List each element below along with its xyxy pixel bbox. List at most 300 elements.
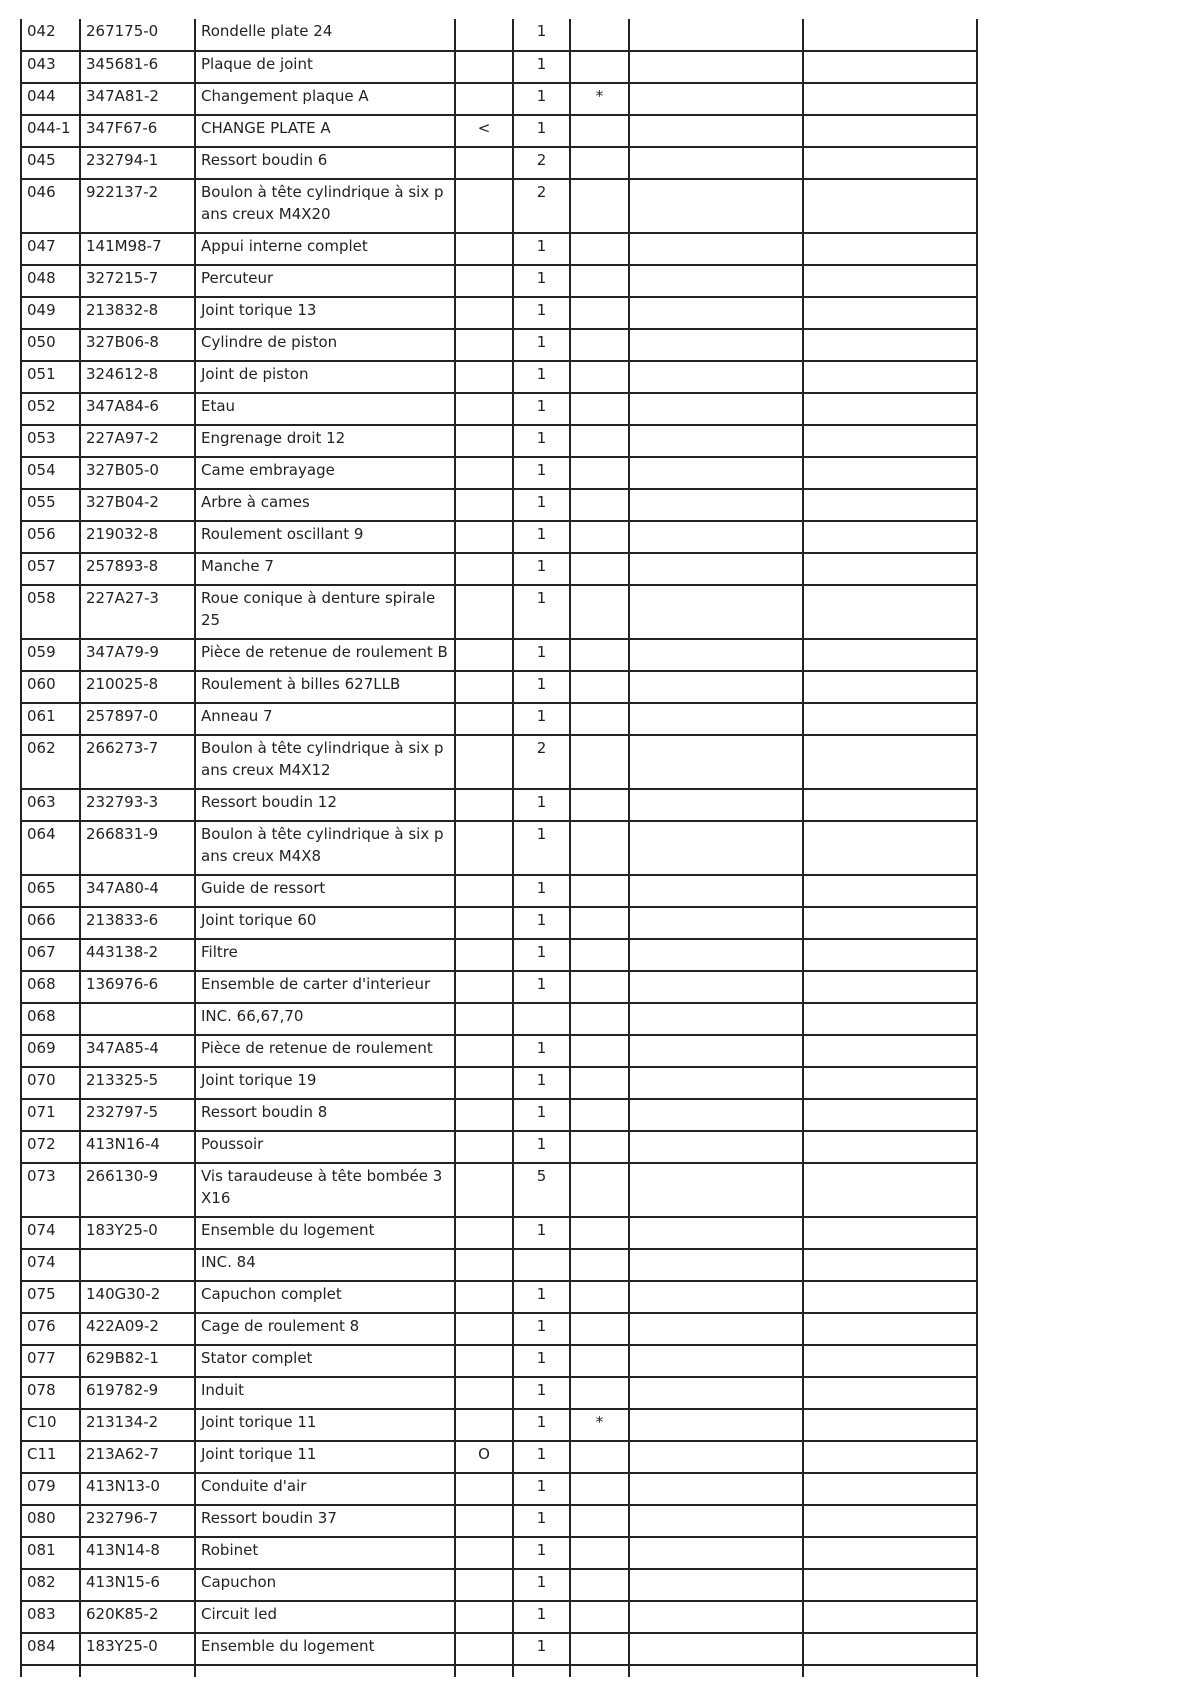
description-cell: Cage de roulement 8 <box>195 1313 455 1345</box>
star-mark-cell <box>570 1163 629 1217</box>
blank-cell <box>803 489 977 521</box>
part-number-cell: 213325-5 <box>80 1067 195 1099</box>
blank-cell <box>629 1409 803 1441</box>
part-number-cell: 213134-2 <box>80 1409 195 1441</box>
part-number-cell: 232794-1 <box>80 147 195 179</box>
item-number-cell: 066 <box>21 907 80 939</box>
table-row <box>21 457 977 489</box>
star-mark-cell <box>570 457 629 489</box>
quantity-cell: 1 <box>513 393 570 425</box>
part-number-cell <box>80 1003 195 1035</box>
quantity-cell: 1 <box>513 639 570 671</box>
quantity-cell: 1 <box>513 1505 570 1537</box>
description-cell: Ressort boudin 12 <box>195 789 455 821</box>
description-cell: Ensemble du logement <box>195 1217 455 1249</box>
item-number-cell: 072 <box>21 1131 80 1163</box>
table-row <box>21 1633 977 1665</box>
quantity-cell: 1 <box>513 1409 570 1441</box>
part-number-cell: 219032-8 <box>80 521 195 553</box>
part-number-cell: 257897-0 <box>80 703 195 735</box>
description-cell: Joint torique 13 <box>195 297 455 329</box>
description-cell: Etau <box>195 393 455 425</box>
quantity-cell: 1 <box>513 1217 570 1249</box>
blank-cell <box>629 789 803 821</box>
blank-cell <box>21 1665 80 1677</box>
quantity-cell: 1 <box>513 1035 570 1067</box>
quantity-cell: 1 <box>513 1473 570 1505</box>
description-cell: Plaque de joint <box>195 51 455 83</box>
blank-cell <box>803 361 977 393</box>
description-cell: Guide de ressort <box>195 875 455 907</box>
part-number-cell: 232797-5 <box>80 1099 195 1131</box>
item-number-cell: 069 <box>21 1035 80 1067</box>
description-cell: Filtre <box>195 939 455 971</box>
blank-cell <box>803 1409 977 1441</box>
blank-cell <box>803 1163 977 1217</box>
blank-cell <box>803 1537 977 1569</box>
part-number-cell: 347F67-6 <box>80 115 195 147</box>
blank-cell <box>803 1067 977 1099</box>
star-mark-cell <box>570 19 629 51</box>
item-number-cell: 053 <box>21 425 80 457</box>
note-mark-cell <box>455 907 513 939</box>
quantity-cell: 1 <box>513 703 570 735</box>
item-number-cell: 059 <box>21 639 80 671</box>
part-number-cell: 345681-6 <box>80 51 195 83</box>
star-mark-cell <box>570 51 629 83</box>
star-mark-cell <box>570 521 629 553</box>
blank-cell <box>803 1217 977 1249</box>
quantity-cell: 1 <box>513 297 570 329</box>
item-number-cell: 061 <box>21 703 80 735</box>
quantity-cell: 1 <box>513 907 570 939</box>
blank-cell <box>629 115 803 147</box>
table-row <box>21 425 977 457</box>
description-cell: Arbre à cames <box>195 489 455 521</box>
description-cell: INC. 66,67,70 <box>195 1003 455 1035</box>
note-mark-cell <box>455 1131 513 1163</box>
blank-cell <box>629 1473 803 1505</box>
part-number-cell: 266831-9 <box>80 821 195 875</box>
table-row <box>21 1067 977 1099</box>
star-mark-cell <box>570 1249 629 1281</box>
table-row <box>21 639 977 671</box>
star-mark-cell <box>570 425 629 457</box>
table-row <box>21 1035 977 1067</box>
star-mark-cell <box>570 875 629 907</box>
blank-cell <box>803 703 977 735</box>
description-cell: Changement plaque A <box>195 83 455 115</box>
blank-cell <box>803 147 977 179</box>
part-number-cell <box>80 1249 195 1281</box>
note-mark-cell <box>455 1377 513 1409</box>
description-cell: Cylindre de piston <box>195 329 455 361</box>
item-number-cell: 058 <box>21 585 80 639</box>
description-cell: Appui interne complet <box>195 233 455 265</box>
quantity-cell: 1 <box>513 939 570 971</box>
note-mark-cell <box>455 457 513 489</box>
item-number-cell: 078 <box>21 1377 80 1409</box>
item-number-cell: 062 <box>21 735 80 789</box>
blank-cell <box>803 1099 977 1131</box>
blank-cell <box>803 1569 977 1601</box>
blank-cell <box>629 179 803 233</box>
blank-cell <box>629 1537 803 1569</box>
description-cell: Ressort boudin 6 <box>195 147 455 179</box>
note-mark-cell <box>455 1345 513 1377</box>
star-mark-cell <box>570 489 629 521</box>
note-mark-cell <box>455 1313 513 1345</box>
quantity-cell <box>513 1003 570 1035</box>
table-row <box>21 265 977 297</box>
blank-cell <box>803 329 977 361</box>
note-mark-cell <box>455 1601 513 1633</box>
part-number-cell: 232793-3 <box>80 789 195 821</box>
quantity-cell: 1 <box>513 1313 570 1345</box>
blank-cell <box>803 553 977 585</box>
note-mark-cell <box>455 821 513 875</box>
note-mark-cell <box>455 147 513 179</box>
note-mark-cell <box>455 1473 513 1505</box>
table-row <box>21 393 977 425</box>
table-row <box>21 147 977 179</box>
part-number-cell: 347A79-9 <box>80 639 195 671</box>
note-mark-cell <box>455 1409 513 1441</box>
item-number-cell: 076 <box>21 1313 80 1345</box>
part-number-cell: 347A84-6 <box>80 393 195 425</box>
blank-cell <box>629 703 803 735</box>
quantity-cell: 1 <box>513 19 570 51</box>
quantity-cell: 1 <box>513 115 570 147</box>
note-mark-cell <box>455 1099 513 1131</box>
description-cell: Robinet <box>195 1537 455 1569</box>
star-mark-cell <box>570 703 629 735</box>
blank-cell <box>629 1569 803 1601</box>
star-mark-cell <box>570 553 629 585</box>
table-row <box>21 115 977 147</box>
part-number-cell: 619782-9 <box>80 1377 195 1409</box>
note-mark-cell <box>455 233 513 265</box>
table-row <box>21 821 977 875</box>
quantity-cell: 1 <box>513 233 570 265</box>
part-number-cell: 210025-8 <box>80 671 195 703</box>
blank-cell <box>629 1505 803 1537</box>
blank-cell <box>803 115 977 147</box>
note-mark-cell <box>455 361 513 393</box>
quantity-cell: 1 <box>513 1345 570 1377</box>
blank-cell <box>803 907 977 939</box>
part-number-cell: 257893-8 <box>80 553 195 585</box>
table-row <box>21 1281 977 1313</box>
item-number-cell: 081 <box>21 1537 80 1569</box>
blank-cell <box>803 1601 977 1633</box>
item-number-cell: 079 <box>21 1473 80 1505</box>
item-number-cell: 046 <box>21 179 80 233</box>
description-cell: Capuchon <box>195 1569 455 1601</box>
star-mark-cell <box>570 1099 629 1131</box>
part-number-cell: 422A09-2 <box>80 1313 195 1345</box>
description-cell: Ressort boudin 37 <box>195 1505 455 1537</box>
note-mark-cell <box>455 1003 513 1035</box>
description-cell: Poussoir <box>195 1131 455 1163</box>
item-number-cell: 074 <box>21 1217 80 1249</box>
table-row <box>21 789 977 821</box>
table-row <box>21 521 977 553</box>
note-mark-cell <box>455 265 513 297</box>
blank-cell <box>629 1131 803 1163</box>
note-mark-cell <box>455 393 513 425</box>
star-mark-cell <box>570 233 629 265</box>
item-number-cell: 047 <box>21 233 80 265</box>
description-cell: Joint torique 11 <box>195 1409 455 1441</box>
table-row <box>21 907 977 939</box>
star-mark-cell <box>570 971 629 1003</box>
quantity-cell: 1 <box>513 51 570 83</box>
blank-cell <box>629 297 803 329</box>
table-row <box>21 1345 977 1377</box>
star-mark-cell <box>570 1601 629 1633</box>
description-cell: Joint torique 19 <box>195 1067 455 1099</box>
note-mark-cell <box>455 329 513 361</box>
star-mark-cell <box>570 115 629 147</box>
item-number-cell: 051 <box>21 361 80 393</box>
note-mark-cell <box>455 1067 513 1099</box>
description-cell: Conduite d'air <box>195 1473 455 1505</box>
blank-cell <box>629 1377 803 1409</box>
note-mark-cell <box>455 83 513 115</box>
description-cell: Engrenage droit 12 <box>195 425 455 457</box>
item-number-cell: 082 <box>21 1569 80 1601</box>
blank-cell <box>803 393 977 425</box>
blank-cell <box>803 1249 977 1281</box>
star-mark-cell <box>570 1505 629 1537</box>
star-mark-cell <box>570 671 629 703</box>
part-number-cell: 140G30-2 <box>80 1281 195 1313</box>
table-row <box>21 83 977 115</box>
description-cell: Joint de piston <box>195 361 455 393</box>
quantity-cell: 1 <box>513 521 570 553</box>
quantity-cell: 1 <box>513 265 570 297</box>
quantity-cell: 1 <box>513 671 570 703</box>
quantity-cell: 1 <box>513 1633 570 1665</box>
blank-cell <box>803 639 977 671</box>
table-row <box>21 1441 977 1473</box>
part-number-cell: 327B04-2 <box>80 489 195 521</box>
blank-cell <box>803 425 977 457</box>
description-cell: Boulon à tête cylindrique à six pans creux M4X8 <box>195 821 455 875</box>
star-mark-cell <box>570 1633 629 1665</box>
item-number-cell: 063 <box>21 789 80 821</box>
part-number-cell: 324612-8 <box>80 361 195 393</box>
description-cell: Vis taraudeuse à tête bombée 3X16 <box>195 1163 455 1217</box>
blank-cell <box>803 971 977 1003</box>
description-cell: Circuit led <box>195 1601 455 1633</box>
table-row <box>21 1099 977 1131</box>
blank-cell <box>803 939 977 971</box>
blank-cell <box>629 265 803 297</box>
quantity-cell: 1 <box>513 1537 570 1569</box>
table-row-continuation <box>21 1665 977 1677</box>
blank-cell <box>803 51 977 83</box>
blank-cell <box>803 671 977 703</box>
blank-cell <box>629 19 803 51</box>
quantity-cell: 2 <box>513 147 570 179</box>
note-mark-cell <box>455 1249 513 1281</box>
description-cell: Joint torique 11 <box>195 1441 455 1473</box>
star-mark-cell <box>570 179 629 233</box>
blank-cell <box>629 521 803 553</box>
blank-cell <box>629 1035 803 1067</box>
part-number-cell: 327B05-0 <box>80 457 195 489</box>
note-mark-cell <box>455 735 513 789</box>
blank-cell <box>629 553 803 585</box>
quantity-cell: 1 <box>513 585 570 639</box>
blank-cell <box>803 1505 977 1537</box>
note-mark-cell <box>455 875 513 907</box>
table-row <box>21 329 977 361</box>
blank-cell <box>803 1345 977 1377</box>
table-row <box>21 51 977 83</box>
description-cell: Rondelle plate 24 <box>195 19 455 51</box>
blank-cell <box>629 1441 803 1473</box>
item-number-cell: 056 <box>21 521 80 553</box>
part-number-cell: 213832-8 <box>80 297 195 329</box>
part-number-cell: 413N16-4 <box>80 1131 195 1163</box>
quantity-cell: 1 <box>513 821 570 875</box>
star-mark-cell <box>570 1067 629 1099</box>
quantity-cell: 1 <box>513 1377 570 1409</box>
blank-cell <box>629 639 803 671</box>
star-mark-cell: * <box>570 1409 629 1441</box>
blank-cell <box>629 1665 803 1677</box>
note-mark-cell <box>455 971 513 1003</box>
blank-cell <box>455 1665 513 1677</box>
part-number-cell: 227A27-3 <box>80 585 195 639</box>
blank-cell <box>629 489 803 521</box>
note-mark-cell <box>455 939 513 971</box>
note-mark-cell <box>455 1569 513 1601</box>
note-mark-cell <box>455 179 513 233</box>
part-number-cell: 213833-6 <box>80 907 195 939</box>
blank-cell <box>629 907 803 939</box>
item-number-cell: 048 <box>21 265 80 297</box>
blank-cell <box>629 971 803 1003</box>
table-row <box>21 297 977 329</box>
item-number-cell: 043 <box>21 51 80 83</box>
blank-cell <box>629 1345 803 1377</box>
blank-cell <box>803 19 977 51</box>
note-mark-cell <box>455 671 513 703</box>
blank-cell <box>195 1665 455 1677</box>
blank-cell <box>629 329 803 361</box>
star-mark-cell <box>570 1003 629 1035</box>
star-mark-cell <box>570 639 629 671</box>
star-mark-cell <box>570 939 629 971</box>
blank-cell <box>629 1601 803 1633</box>
description-cell: Ressort boudin 8 <box>195 1099 455 1131</box>
note-mark-cell <box>455 1537 513 1569</box>
note-mark-cell <box>455 1633 513 1665</box>
item-number-cell: 071 <box>21 1099 80 1131</box>
table-row <box>21 1473 977 1505</box>
blank-cell <box>803 1281 977 1313</box>
blank-cell <box>629 1099 803 1131</box>
blank-cell <box>803 1473 977 1505</box>
blank-cell <box>803 1035 977 1067</box>
blank-cell <box>629 51 803 83</box>
table-row <box>21 1537 977 1569</box>
table-row <box>21 233 977 265</box>
description-cell: Ensemble de carter d'interieur <box>195 971 455 1003</box>
blank-cell <box>629 939 803 971</box>
blank-cell <box>629 147 803 179</box>
quantity-cell <box>513 1249 570 1281</box>
table-row <box>21 1249 977 1281</box>
star-mark-cell <box>570 1281 629 1313</box>
quantity-cell: 2 <box>513 179 570 233</box>
part-number-cell: 232796-7 <box>80 1505 195 1537</box>
blank-cell <box>629 1313 803 1345</box>
part-number-cell: 327B06-8 <box>80 329 195 361</box>
star-mark-cell <box>570 735 629 789</box>
quantity-cell: 1 <box>513 83 570 115</box>
quantity-cell: 5 <box>513 1163 570 1217</box>
table-row <box>21 735 977 789</box>
item-number-cell: 083 <box>21 1601 80 1633</box>
item-number-cell: 052 <box>21 393 80 425</box>
blank-cell <box>629 821 803 875</box>
table-row <box>21 703 977 735</box>
blank-cell <box>803 297 977 329</box>
quantity-cell: 1 <box>513 489 570 521</box>
table-row <box>21 19 977 51</box>
note-mark-cell <box>455 1035 513 1067</box>
item-number-cell: 073 <box>21 1163 80 1217</box>
blank-cell <box>629 233 803 265</box>
blank-cell <box>803 1313 977 1345</box>
star-mark-cell: * <box>570 83 629 115</box>
blank-cell <box>803 179 977 233</box>
note-mark-cell <box>455 639 513 671</box>
description-cell: Roulement à billes 627LLB <box>195 671 455 703</box>
note-mark-cell <box>455 489 513 521</box>
part-number-cell: 227A97-2 <box>80 425 195 457</box>
blank-cell <box>629 1249 803 1281</box>
star-mark-cell <box>570 297 629 329</box>
blank-cell <box>629 671 803 703</box>
description-cell: CHANGE PLATE A <box>195 115 455 147</box>
parts-table-body <box>21 19 977 1677</box>
star-mark-cell <box>570 265 629 297</box>
part-number-cell: 347A80-4 <box>80 875 195 907</box>
blank-cell <box>629 83 803 115</box>
blank-cell <box>629 393 803 425</box>
item-number-cell: 068 <box>21 1003 80 1035</box>
table-row <box>21 1601 977 1633</box>
blank-cell <box>629 1217 803 1249</box>
note-mark-cell <box>455 703 513 735</box>
table-row <box>21 1505 977 1537</box>
quantity-cell: 1 <box>513 553 570 585</box>
description-cell: Joint torique 60 <box>195 907 455 939</box>
star-mark-cell <box>570 789 629 821</box>
quantity-cell: 1 <box>513 1569 570 1601</box>
item-number-cell: 074 <box>21 1249 80 1281</box>
description-cell: Capuchon complet <box>195 1281 455 1313</box>
parts-table <box>20 19 978 1677</box>
description-cell: Boulon à tête cylindrique à six pans creux M4X20 <box>195 179 455 233</box>
part-number-cell: 267175-0 <box>80 19 195 51</box>
